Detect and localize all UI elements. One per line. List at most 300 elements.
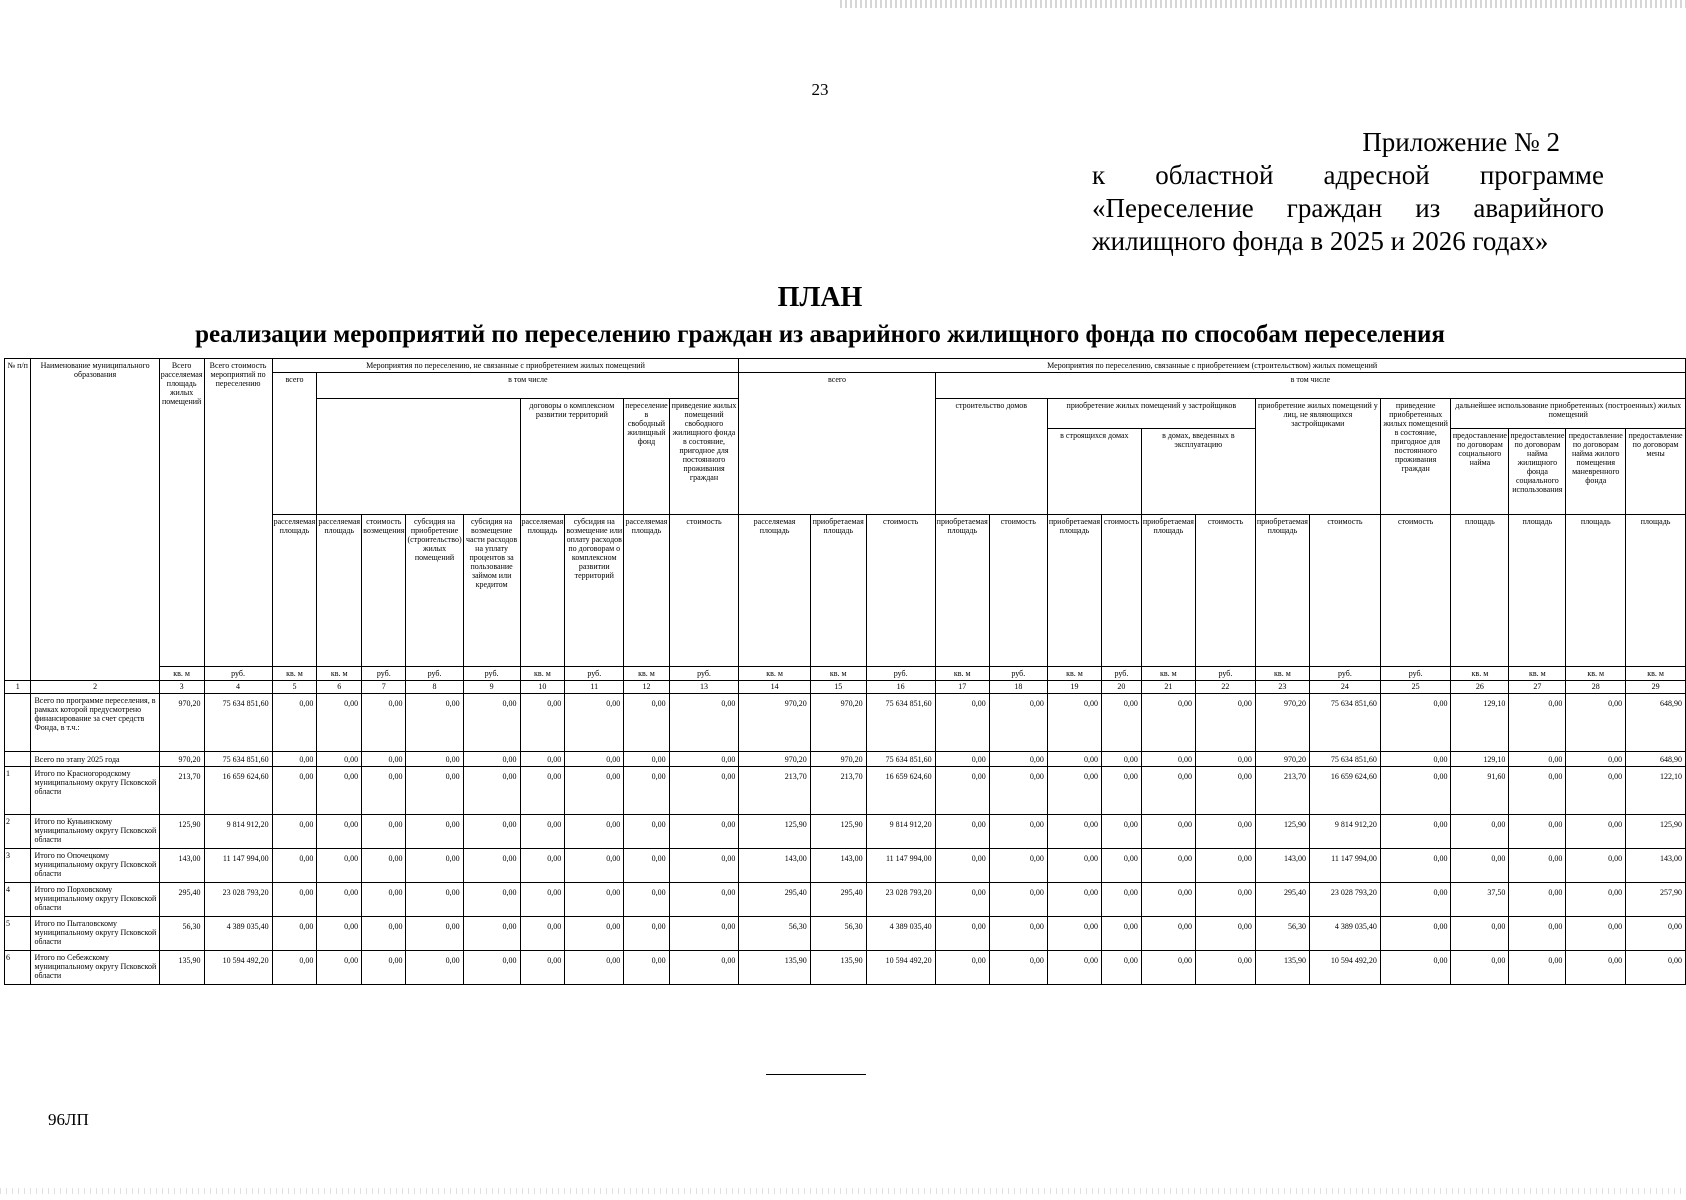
value-cell: 143,00 bbox=[1255, 849, 1309, 883]
municipality-name: Всего по программе переселения, в рамках которой предусмотрено финансирование за счет средств Фонда, в т.ч.: bbox=[31, 694, 159, 752]
value-cell: 0,00 bbox=[1141, 767, 1195, 815]
value-cell: 0,00 bbox=[272, 694, 317, 752]
hdr-c12: расселяемая площадь bbox=[624, 515, 669, 667]
value-cell: 0,00 bbox=[1566, 849, 1626, 883]
hdr-c7: стоимость возмещения bbox=[362, 515, 406, 667]
hdr-c25: стоимость bbox=[1380, 515, 1451, 667]
hdr-c9: субсидия на возмещение части расходов на уплату процентов за пользование займом или кредитом bbox=[463, 515, 520, 667]
unit-cell: руб. bbox=[204, 667, 272, 681]
hdr-blank bbox=[317, 399, 520, 515]
hdr-c27: площадь bbox=[1509, 515, 1566, 667]
value-cell: 0,00 bbox=[624, 767, 669, 815]
unit-cell: руб. bbox=[989, 667, 1047, 681]
hdr-c21: приобретаемая площадь bbox=[1141, 515, 1195, 667]
value-cell: 23 028 793,20 bbox=[204, 883, 272, 917]
value-cell: 0,00 bbox=[520, 752, 565, 767]
row-number bbox=[5, 694, 31, 752]
value-cell: 0,00 bbox=[669, 752, 739, 767]
unit-cell: кв. м bbox=[159, 667, 204, 681]
hdr-name: Наименование муниципального образования bbox=[31, 359, 159, 681]
value-cell: 0,00 bbox=[317, 694, 362, 752]
value-cell: 0,00 bbox=[1141, 951, 1195, 985]
hdr-c20: стоимость bbox=[1102, 515, 1142, 667]
value-cell: 0,00 bbox=[1509, 815, 1566, 849]
value-cell: 0,00 bbox=[362, 815, 406, 849]
value-cell: 0,00 bbox=[520, 917, 565, 951]
value-cell: 0,00 bbox=[362, 883, 406, 917]
value-cell: 0,00 bbox=[406, 767, 463, 815]
value-cell: 970,20 bbox=[159, 752, 204, 767]
unit-cell: кв. м bbox=[1626, 667, 1686, 681]
unit-cell: руб. bbox=[669, 667, 739, 681]
hdr-total-cost: Всего стоимость мероприятий по переселению bbox=[204, 359, 272, 667]
column-number: 27 bbox=[1509, 681, 1566, 694]
value-cell: 56,30 bbox=[159, 917, 204, 951]
value-cell: 0,00 bbox=[935, 767, 989, 815]
column-number: 14 bbox=[739, 681, 810, 694]
value-cell: 0,00 bbox=[406, 815, 463, 849]
row-number: 5 bbox=[5, 917, 31, 951]
scan-artifact-bottom bbox=[0, 1188, 1686, 1194]
value-cell: 0,00 bbox=[406, 752, 463, 767]
value-cell: 0,00 bbox=[669, 849, 739, 883]
unit-cell: руб. bbox=[1309, 667, 1380, 681]
hdr-vsego-2: всего bbox=[739, 373, 935, 515]
value-cell: 0,00 bbox=[989, 815, 1047, 849]
hdr-c19: приобретаемая площадь bbox=[1047, 515, 1101, 667]
value-cell: 0,00 bbox=[1509, 767, 1566, 815]
unit-cell: руб. bbox=[1380, 667, 1451, 681]
value-cell: 0,00 bbox=[1102, 694, 1142, 752]
hdr-c18: стоимость bbox=[989, 515, 1047, 667]
value-cell: 0,00 bbox=[362, 951, 406, 985]
value-cell: 970,20 bbox=[1255, 752, 1309, 767]
value-cell: 0,00 bbox=[272, 951, 317, 985]
hdr-c13: стоимость bbox=[669, 515, 739, 667]
column-number: 28 bbox=[1566, 681, 1626, 694]
value-cell: 0,00 bbox=[1195, 694, 1255, 752]
value-cell: 0,00 bbox=[989, 694, 1047, 752]
column-number: 5 bbox=[272, 681, 317, 694]
value-cell: 0,00 bbox=[463, 752, 520, 767]
value-cell: 0,00 bbox=[362, 849, 406, 883]
value-cell: 0,00 bbox=[1566, 694, 1626, 752]
value-cell: 295,40 bbox=[739, 883, 810, 917]
value-cell: 0,00 bbox=[317, 917, 362, 951]
unit-cell: руб. bbox=[1195, 667, 1255, 681]
value-cell: 0,00 bbox=[1566, 883, 1626, 917]
value-cell: 4 389 035,40 bbox=[866, 917, 935, 951]
municipality-name: Итого по Куньинскому муниципальному округу Псковской области bbox=[31, 815, 159, 849]
value-cell: 0,00 bbox=[1509, 917, 1566, 951]
value-cell: 0,00 bbox=[1195, 767, 1255, 815]
table-row bbox=[5, 767, 1686, 815]
hdr-c11: субсидия на возмещение или оплату расходов по договорам о комплексном развитии территорий bbox=[565, 515, 624, 667]
column-number: 8 bbox=[406, 681, 463, 694]
table-row bbox=[5, 815, 1686, 849]
unit-cell: кв. м bbox=[1509, 667, 1566, 681]
value-cell: 75 634 851,60 bbox=[1309, 752, 1380, 767]
value-cell: 0,00 bbox=[935, 883, 989, 917]
municipality-name: Итого по Опочецкому муниципальному округу Псковской области bbox=[31, 849, 159, 883]
value-cell: 11 147 994,00 bbox=[866, 849, 935, 883]
value-cell: 0,00 bbox=[1451, 815, 1509, 849]
value-cell: 56,30 bbox=[1255, 917, 1309, 951]
row-number bbox=[5, 752, 31, 767]
value-cell: 970,20 bbox=[739, 694, 810, 752]
value-cell: 0,00 bbox=[362, 917, 406, 951]
value-cell: 0,00 bbox=[624, 849, 669, 883]
hdr-d-meny: предоставление по договорам мены bbox=[1626, 429, 1686, 515]
value-cell: 56,30 bbox=[810, 917, 866, 951]
hdr-c23: приобретаемая площадь bbox=[1255, 515, 1309, 667]
value-cell: 213,70 bbox=[1255, 767, 1309, 815]
value-cell: 75 634 851,60 bbox=[866, 694, 935, 752]
municipality-name: Итого по Себежскому муниципальному округу Псковской области bbox=[31, 951, 159, 985]
value-cell: 0,00 bbox=[272, 849, 317, 883]
annex-header bbox=[1092, 126, 1604, 258]
value-cell: 0,00 bbox=[1509, 849, 1566, 883]
value-cell: 0,00 bbox=[935, 815, 989, 849]
value-cell: 129,10 bbox=[1451, 752, 1509, 767]
value-cell: 0,00 bbox=[669, 694, 739, 752]
value-cell: 0,00 bbox=[1626, 917, 1686, 951]
hdr-privedenie-svobod: приведение жилых помещений свободного жилищного фонда в состояние, пригодное для постоянного проживания граждан bbox=[669, 399, 739, 515]
unit-cell: кв. м bbox=[1141, 667, 1195, 681]
value-cell: 0,00 bbox=[624, 951, 669, 985]
value-cell: 0,00 bbox=[463, 849, 520, 883]
value-cell: 295,40 bbox=[1255, 883, 1309, 917]
hdr-d-naym-social: предоставление по договорам найма жилищного фонда социального использования bbox=[1509, 429, 1566, 515]
value-cell: 0,00 bbox=[1509, 951, 1566, 985]
hdr-d-naym-manevr: предоставление по договорам найма жилого помещения маневренного фонда bbox=[1566, 429, 1626, 515]
value-cell: 0,00 bbox=[463, 694, 520, 752]
value-cell: 0,00 bbox=[989, 917, 1047, 951]
value-cell: 0,00 bbox=[1047, 694, 1101, 752]
value-cell: 23 028 793,20 bbox=[866, 883, 935, 917]
value-cell: 0,00 bbox=[935, 752, 989, 767]
value-cell: 16 659 624,60 bbox=[866, 767, 935, 815]
value-cell: 257,90 bbox=[1626, 883, 1686, 917]
value-cell: 135,90 bbox=[810, 951, 866, 985]
value-cell: 10 594 492,20 bbox=[204, 951, 272, 985]
value-cell: 37,50 bbox=[1451, 883, 1509, 917]
value-cell: 0,00 bbox=[1102, 883, 1142, 917]
value-cell: 0,00 bbox=[406, 849, 463, 883]
value-cell: 135,90 bbox=[1255, 951, 1309, 985]
value-cell: 0,00 bbox=[1141, 883, 1195, 917]
annex-line-3: «Переселение граждан из аварийного bbox=[1092, 193, 1604, 223]
value-cell: 122,10 bbox=[1626, 767, 1686, 815]
hdr-c16: стоимость bbox=[866, 515, 935, 667]
value-cell: 0,00 bbox=[272, 815, 317, 849]
value-cell: 0,00 bbox=[565, 694, 624, 752]
unit-cell: руб. bbox=[362, 667, 406, 681]
value-cell: 648,90 bbox=[1626, 752, 1686, 767]
unit-cell: кв. м bbox=[739, 667, 810, 681]
hdr-v-tom-chisle-1: в том числе bbox=[317, 373, 739, 399]
value-cell: 0,00 bbox=[1141, 815, 1195, 849]
value-cell: 11 147 994,00 bbox=[1309, 849, 1380, 883]
value-cell: 0,00 bbox=[565, 917, 624, 951]
value-cell: 0,00 bbox=[317, 815, 362, 849]
value-cell: 0,00 bbox=[989, 752, 1047, 767]
value-cell: 9 814 912,20 bbox=[204, 815, 272, 849]
unit-cell: руб. bbox=[866, 667, 935, 681]
unit-cell: руб. bbox=[406, 667, 463, 681]
table-row bbox=[5, 752, 1686, 767]
value-cell: 0,00 bbox=[1047, 767, 1101, 815]
value-cell: 75 634 851,60 bbox=[204, 752, 272, 767]
table-row bbox=[5, 849, 1686, 883]
unit-cell: руб. bbox=[1102, 667, 1142, 681]
value-cell: 0,00 bbox=[520, 767, 565, 815]
unit-cell: кв. м bbox=[1451, 667, 1509, 681]
column-number: 20 bbox=[1102, 681, 1142, 694]
hdr-c6: расселяемая площадь bbox=[317, 515, 362, 667]
value-cell: 143,00 bbox=[1626, 849, 1686, 883]
value-cell: 213,70 bbox=[159, 767, 204, 815]
value-cell: 0,00 bbox=[1047, 815, 1101, 849]
unit-cell: кв. м bbox=[520, 667, 565, 681]
value-cell: 0,00 bbox=[565, 752, 624, 767]
value-cell: 970,20 bbox=[1255, 694, 1309, 752]
value-cell: 23 028 793,20 bbox=[1309, 883, 1380, 917]
hdr-vsego-1: всего bbox=[272, 373, 317, 515]
value-cell: 75 634 851,60 bbox=[204, 694, 272, 752]
page-number: 23 bbox=[811, 80, 829, 99]
value-cell: 0,00 bbox=[624, 917, 669, 951]
scan-artifact-top bbox=[840, 0, 1686, 8]
hdr-c26: площадь bbox=[1451, 515, 1509, 667]
value-cell: 9 814 912,20 bbox=[1309, 815, 1380, 849]
value-cell: 0,00 bbox=[1141, 752, 1195, 767]
value-cell: 0,00 bbox=[1102, 767, 1142, 815]
value-cell: 0,00 bbox=[669, 767, 739, 815]
table-row bbox=[5, 917, 1686, 951]
value-cell: 0,00 bbox=[1451, 917, 1509, 951]
hdr-total-area: Всего расселяемая площадь жилых помещений bbox=[159, 359, 204, 667]
value-cell: 91,60 bbox=[1451, 767, 1509, 815]
value-cell: 0,00 bbox=[669, 883, 739, 917]
value-cell: 0,00 bbox=[669, 917, 739, 951]
value-cell: 0,00 bbox=[1195, 917, 1255, 951]
resettlement-plan-table bbox=[4, 358, 1686, 985]
row-number: 1 bbox=[5, 767, 31, 815]
value-cell: 0,00 bbox=[1380, 951, 1451, 985]
municipality-name: Итого по Пыталовскому муниципальному округу Псковской области bbox=[31, 917, 159, 951]
value-cell: 125,90 bbox=[1255, 815, 1309, 849]
value-cell: 0,00 bbox=[1380, 752, 1451, 767]
value-cell: 0,00 bbox=[1451, 951, 1509, 985]
annex-line-2: к областной адресной программе bbox=[1092, 160, 1604, 190]
value-cell: 135,90 bbox=[739, 951, 810, 985]
value-cell: 0,00 bbox=[317, 951, 362, 985]
hdr-group-not-related: Мероприятия по переселению, не связанные с приобретением жилых помещений bbox=[272, 359, 739, 373]
hdr-dogovory: договоры о комплексном развитии территорий bbox=[520, 399, 624, 515]
value-cell: 135,90 bbox=[159, 951, 204, 985]
value-cell: 0,00 bbox=[1509, 694, 1566, 752]
plan-title: ПЛАН bbox=[777, 282, 863, 313]
hdr-v-tom-chisle-2: в том числе bbox=[935, 373, 1685, 399]
value-cell: 75 634 851,60 bbox=[1309, 694, 1380, 752]
hdr-c5: расселяемая площадь bbox=[272, 515, 317, 667]
plan-subtitle: реализации мероприятий по переселению граждан из аварийного жилищного фонда по способам переселения bbox=[195, 321, 1445, 348]
row-number: 4 bbox=[5, 883, 31, 917]
value-cell: 0,00 bbox=[317, 752, 362, 767]
hdr-c10: расселяемая площадь bbox=[520, 515, 565, 667]
value-cell: 0,00 bbox=[520, 815, 565, 849]
value-cell: 0,00 bbox=[1509, 883, 1566, 917]
value-cell: 0,00 bbox=[406, 917, 463, 951]
value-cell: 0,00 bbox=[989, 849, 1047, 883]
column-number: 18 bbox=[989, 681, 1047, 694]
value-cell: 295,40 bbox=[159, 883, 204, 917]
value-cell: 0,00 bbox=[565, 849, 624, 883]
value-cell: 0,00 bbox=[624, 752, 669, 767]
value-cell: 0,00 bbox=[362, 752, 406, 767]
value-cell: 0,00 bbox=[520, 694, 565, 752]
value-cell: 0,00 bbox=[1380, 883, 1451, 917]
value-cell: 0,00 bbox=[406, 694, 463, 752]
column-number: 21 bbox=[1141, 681, 1195, 694]
value-cell: 0,00 bbox=[406, 883, 463, 917]
value-cell: 0,00 bbox=[1566, 951, 1626, 985]
hdr-num: № п/п bbox=[5, 359, 31, 681]
column-number: 22 bbox=[1195, 681, 1255, 694]
value-cell: 213,70 bbox=[739, 767, 810, 815]
unit-cell: кв. м bbox=[624, 667, 669, 681]
column-number: 26 bbox=[1451, 681, 1509, 694]
value-cell: 16 659 624,60 bbox=[1309, 767, 1380, 815]
value-cell: 0,00 bbox=[272, 752, 317, 767]
value-cell: 0,00 bbox=[1047, 883, 1101, 917]
value-cell: 143,00 bbox=[810, 849, 866, 883]
value-cell: 0,00 bbox=[1509, 752, 1566, 767]
value-cell: 0,00 bbox=[463, 815, 520, 849]
hdr-c28: площадь bbox=[1566, 515, 1626, 667]
value-cell: 970,20 bbox=[739, 752, 810, 767]
hdr-c8: субсидия на приобретение (строительство) жилых помещений bbox=[406, 515, 463, 667]
value-cell: 0,00 bbox=[565, 767, 624, 815]
value-cell: 648,90 bbox=[1626, 694, 1686, 752]
hdr-c29: площадь bbox=[1626, 515, 1686, 667]
hdr-stroitelstvo: строительство домов bbox=[935, 399, 1047, 515]
value-cell: 0,00 bbox=[272, 767, 317, 815]
unit-cell: кв. м bbox=[935, 667, 989, 681]
value-cell: 4 389 035,40 bbox=[204, 917, 272, 951]
municipality-name: Итого по Порховскому муниципальному округу Псковской области bbox=[31, 883, 159, 917]
value-cell: 0,00 bbox=[1195, 849, 1255, 883]
footer-code: 96ЛП bbox=[48, 1110, 89, 1129]
hdr-v-stroyash: в строящихся домах bbox=[1047, 429, 1141, 515]
column-number: 10 bbox=[520, 681, 565, 694]
value-cell: 0,00 bbox=[1566, 767, 1626, 815]
value-cell: 0,00 bbox=[463, 883, 520, 917]
value-cell: 0,00 bbox=[565, 883, 624, 917]
value-cell: 0,00 bbox=[1626, 951, 1686, 985]
hdr-priobr-u-lits: приобретение жилых помещений у лиц, не являющихся застройщиками bbox=[1255, 399, 1380, 515]
column-number: 12 bbox=[624, 681, 669, 694]
value-cell: 0,00 bbox=[669, 815, 739, 849]
value-cell: 0,00 bbox=[1195, 815, 1255, 849]
annex-line-1: Приложение № 2 bbox=[1362, 127, 1560, 157]
column-number: 13 bbox=[669, 681, 739, 694]
value-cell: 213,70 bbox=[810, 767, 866, 815]
value-cell: 0,00 bbox=[1047, 849, 1101, 883]
column-number: 11 bbox=[565, 681, 624, 694]
value-cell: 0,00 bbox=[624, 694, 669, 752]
value-cell: 129,10 bbox=[1451, 694, 1509, 752]
value-cell: 0,00 bbox=[1380, 767, 1451, 815]
column-number: 7 bbox=[362, 681, 406, 694]
value-cell: 0,00 bbox=[1102, 815, 1142, 849]
table-row bbox=[5, 694, 1686, 752]
value-cell: 0,00 bbox=[935, 694, 989, 752]
hdr-group-related: Мероприятия по переселению, связанные с приобретением (строительством) жилых помещений bbox=[739, 359, 1686, 373]
value-cell: 0,00 bbox=[1380, 917, 1451, 951]
hdr-priobr-u-zastr: приобретение жилых помещений у застройщиков bbox=[1047, 399, 1255, 429]
value-cell: 295,40 bbox=[810, 883, 866, 917]
column-number: 29 bbox=[1626, 681, 1686, 694]
unit-cell: кв. м bbox=[1566, 667, 1626, 681]
column-number: 17 bbox=[935, 681, 989, 694]
value-cell: 0,00 bbox=[1102, 849, 1142, 883]
hdr-c15: приобретаемая площадь bbox=[810, 515, 866, 667]
hdr-c14: расселяемая площадь bbox=[739, 515, 810, 667]
hdr-pereselenie-svobod: переселение в свободный жилищный фонд bbox=[624, 399, 669, 515]
column-number: 6 bbox=[317, 681, 362, 694]
value-cell: 0,00 bbox=[935, 917, 989, 951]
value-cell: 0,00 bbox=[1102, 951, 1142, 985]
annex-line-4: жилищного фонда в 2025 и 2026 годах» bbox=[1092, 226, 1549, 256]
hdr-c24: стоимость bbox=[1309, 515, 1380, 667]
value-cell: 10 594 492,20 bbox=[866, 951, 935, 985]
value-cell: 0,00 bbox=[935, 849, 989, 883]
value-cell: 125,90 bbox=[739, 815, 810, 849]
value-cell: 0,00 bbox=[1451, 849, 1509, 883]
municipality-name: Всего по этапу 2025 года bbox=[31, 752, 159, 767]
value-cell: 970,20 bbox=[810, 752, 866, 767]
table-row bbox=[5, 883, 1686, 917]
municipality-name: Итого по Красногородскому муниципальному округу Псковской области bbox=[31, 767, 159, 815]
value-cell: 0,00 bbox=[989, 951, 1047, 985]
value-cell: 0,00 bbox=[520, 951, 565, 985]
value-cell: 0,00 bbox=[1380, 694, 1451, 752]
value-cell: 125,90 bbox=[159, 815, 204, 849]
value-cell: 0,00 bbox=[520, 849, 565, 883]
value-cell: 0,00 bbox=[624, 883, 669, 917]
value-cell: 11 147 994,00 bbox=[204, 849, 272, 883]
value-cell: 0,00 bbox=[272, 883, 317, 917]
row-number: 6 bbox=[5, 951, 31, 985]
value-cell: 0,00 bbox=[362, 767, 406, 815]
row-number: 2 bbox=[5, 815, 31, 849]
hdr-d-social: предоставление по договорам социального найма bbox=[1451, 429, 1509, 515]
unit-cell: кв. м bbox=[810, 667, 866, 681]
value-cell: 0,00 bbox=[1380, 815, 1451, 849]
value-cell: 0,00 bbox=[1195, 752, 1255, 767]
value-cell: 0,00 bbox=[272, 917, 317, 951]
hdr-c17: приобретаемая площадь bbox=[935, 515, 989, 667]
value-cell: 0,00 bbox=[1195, 951, 1255, 985]
value-cell: 0,00 bbox=[463, 951, 520, 985]
value-cell: 0,00 bbox=[1566, 917, 1626, 951]
column-number: 4 bbox=[204, 681, 272, 694]
hdr-dalneyshee: дальнейшее использование приобретенных (построенных) жилых помещений bbox=[1451, 399, 1686, 429]
value-cell: 0,00 bbox=[1380, 849, 1451, 883]
value-cell: 0,00 bbox=[520, 883, 565, 917]
